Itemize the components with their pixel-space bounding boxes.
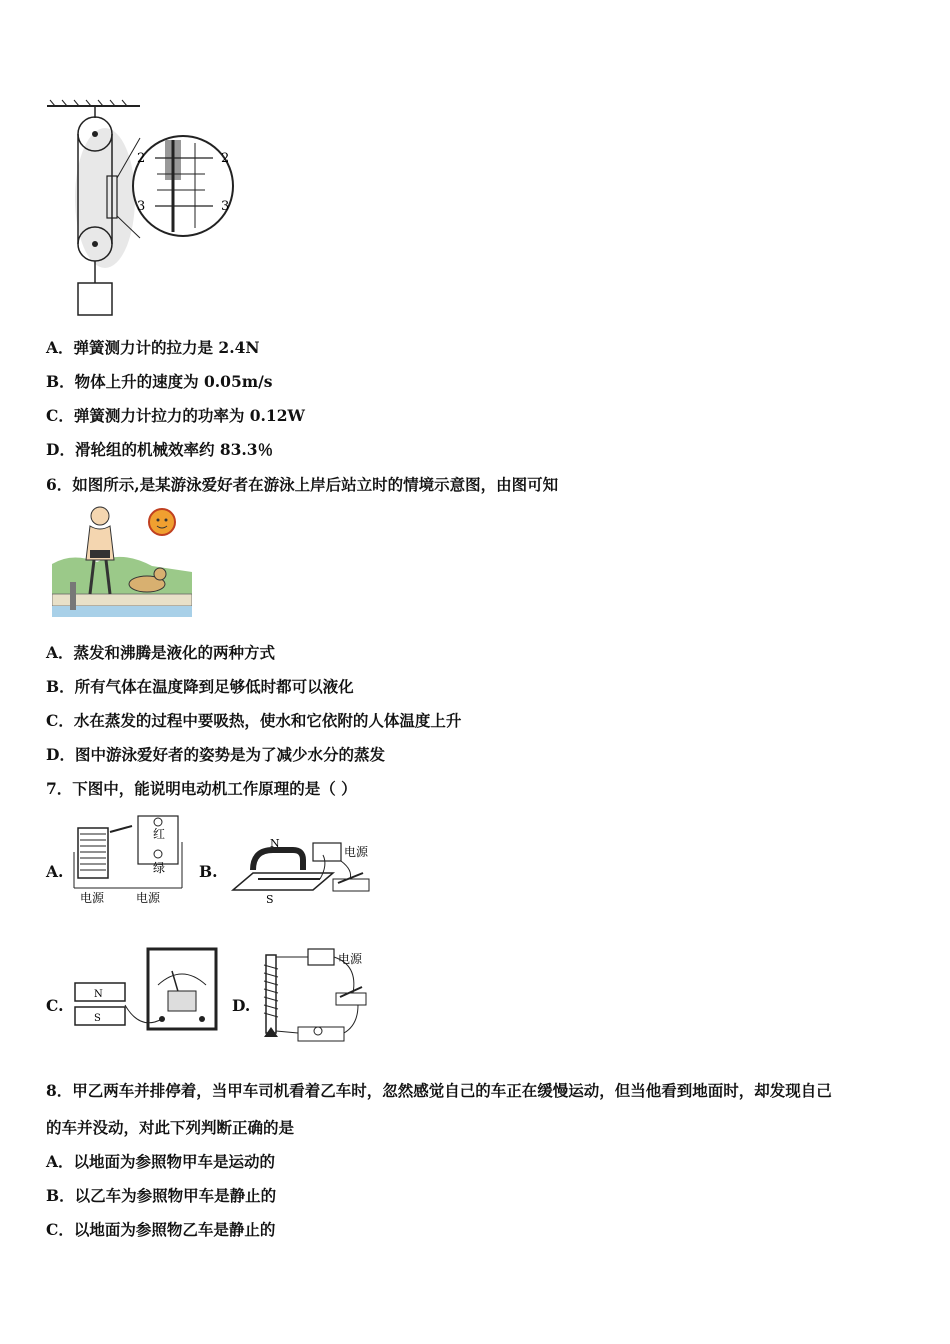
q7-label-d: D. [232,996,251,1015]
relay-circuit-figure [70,812,188,904]
green-lamp-label: 绿 [153,861,166,875]
scale-label-right-3: 3 [221,199,230,214]
q8-option-b: B．以乙车为参照物甲车是静止的 [46,1186,277,1205]
q6-option-d: D．图中游泳爱好者的姿势是为了减少水分的蒸发 [46,745,385,764]
magnet-n-label: N [94,989,103,1000]
galvanometer-figure [70,945,222,1035]
q7-stem: 7．下图中，能说明电动机工作原理的是（ ） [46,779,357,798]
power-label-1: 电源 [80,891,105,904]
magnet-s-label: S [94,1013,101,1024]
power-supply-label: 电源 [344,845,369,859]
magnet-conductor-figure [228,835,378,905]
south-pole-label: S [266,893,274,905]
q5-option-d: D．滑轮组的机械效率约 83.3％ [46,440,274,459]
q6-option-c: C．水在蒸发的过程中要吸热，使水和它依附的人体温度上升 [46,711,462,730]
q8-option-a: A．以地面为参照物甲车是运动的 [46,1152,276,1171]
q5-option-c: C．弹簧测力计拉力的功率为 0.12W [46,406,305,425]
q6-stem: 6．如图所示,是某游泳爱好者在游泳上岸后站立时的情境示意图，由图可知 [46,475,559,494]
red-lamp-label: 红 [153,827,166,841]
q8-option-c: C．以地面为参照物乙车是静止的 [46,1220,276,1239]
scale-label-right-2: 2 [221,151,230,166]
scale-label-left-3: 3 [137,199,146,214]
electromagnet-figure [258,945,370,1045]
q5-option-a: A．弹簧测力计的拉力是 2.4N [46,338,260,357]
q8-stem-line-2: 的车并没动，对此下列判断正确的是 [46,1118,295,1137]
q6-option-a: A．蒸发和沸腾是液化的两种方式 [46,643,276,662]
swimmer-illustration [52,502,192,617]
d-power-label: 电源 [338,952,363,966]
q8-stem-line-1: 8．甲乙两车并排停着，当甲车司机看着乙车时，忽然感觉自己的车正在缓慢运动，但当他看到地面时，却发现自己 [46,1081,832,1100]
q7-label-b: B. [199,862,218,881]
q6-option-b: B．所有气体在温度降到足够低时都可以液化 [46,677,354,696]
pulley-spring-scale-figure [45,98,240,320]
q7-label-c: C. [46,996,64,1015]
north-pole-label: N [270,837,280,850]
power-label-2: 电源 [136,891,161,904]
q7-label-a: A. [46,862,64,881]
q5-option-b: B．物体上升的速度为 0.05m/s [46,372,273,391]
scale-label-left-2: 2 [137,151,146,166]
